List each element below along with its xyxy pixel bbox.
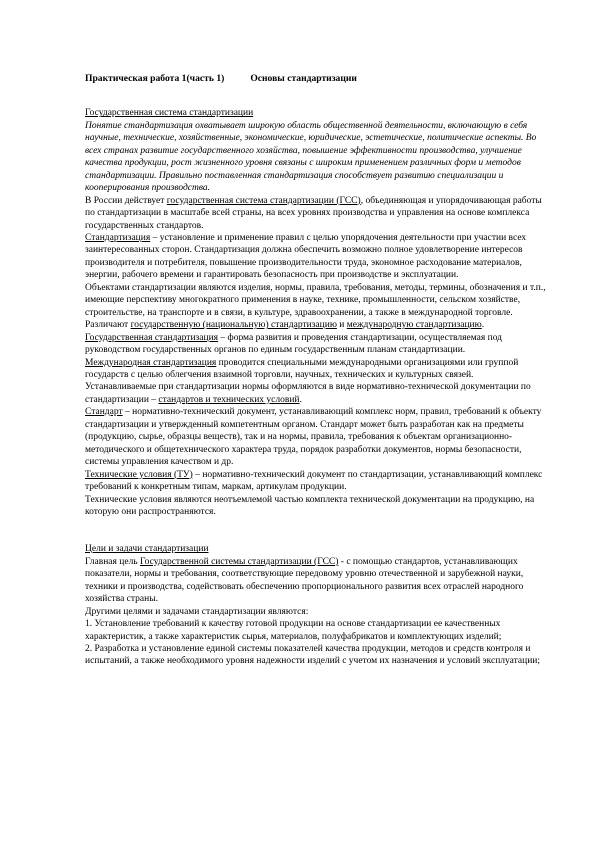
paragraph-standardization-definition (85, 232, 550, 282)
paragraph-norms (85, 381, 550, 406)
list-item-1: 1. Установление требований к качеству готовой продукции на основе стандартизации ее качественных характеристик, а также характеристик сырья, материалов, полуфабрикатов и комплектующих изделий; (85, 619, 502, 642)
paragraph-objects: Объектами стандартизации являются изделия, нормы, правила, требования, методы, термины, обозначения и т.п., имеющие перспективу многократного применения в науке, технике, промышленности, сельском хозяйстве, строительстве, на транспорте и в связи, в культуре, здравоохранении, а также в международной торговле. (85, 282, 546, 318)
term-international: Международная стандартизация (85, 357, 217, 368)
paragraph-main-goal (85, 556, 550, 606)
text: – нормативно-технический документ, устанавливающий комплекс норм, правил, требований к объекту стандартизации и утвержденный компетентным органом. Стандарт может быть разработан как на предметы (продукцию, сырье, образцы веществ), так и на нормы, правила, требования к объектам организационно-методического и общетехнического характера труда, порядок разработки документов, нормы безопасности, системы управления качеством и др. (85, 407, 542, 468)
text: Главная цель (85, 556, 141, 567)
text: , объединяющая и упорядочивающая работы по стандартизации в масштабе всей страны, на всех уровнях производства и управления на основе комплекса государственных стандартов. (85, 195, 542, 231)
paragraph-technical-conditions-2: Технические условия являются неотъемлемой частью комплекта технической документации на продукцию, на которую они распространяются. (85, 494, 535, 517)
paragraph-state-standardization (85, 332, 550, 357)
term-standards-and-specs: стандартов и технических условий (158, 394, 300, 405)
term-state-standardization: Государственная стандартизация (85, 332, 219, 343)
term-gss: государственная система стандартизации (ГСС) (166, 195, 361, 206)
term-standardization: Стандартизация (85, 232, 151, 243)
intro-paragraph: Понятие стандартизация охватывает широкую область общественной деятельности, включающую в себя научные, технические, хозяйственные, экономические, юридические, эстетические, политические аспекты. Во всех странах развитие государственного хозяйства, повышение эффективности производства, улучшение качества продукции, рост жизненного уровня связаны с широким применением различных форм и методов стандартизации. Правильно поставленная стандартизация способствует развитию специализации и кооперирования производства. (85, 120, 537, 194)
term-international-standardization: международную стандартизацию (346, 320, 482, 331)
paragraph-technical-conditions (85, 469, 550, 494)
section-gap (85, 518, 550, 543)
paragraph-distinguish (85, 319, 550, 331)
text: – установление и применение правил с целью упорядочения деятельности при участии всех заинтересованных сторон. Стандартизация должна обеспечить возможно полное удовлетворение интересов производителя и потребителя, повышение производительности труда, экономное расходование материалов, энергии, рабочего времени и гарантировать безопасность при производстве и эксплуатации. (85, 232, 527, 281)
section-heading-gss: Государственная система стандартизации (85, 108, 254, 119)
term-standard: Стандарт (85, 407, 123, 418)
paragraph-standard (85, 406, 550, 468)
paragraph-gss (85, 195, 550, 232)
title-left: Практическая работа 1(часть 1) (85, 73, 225, 84)
section-heading-goals: Цели и задачи стандартизации (85, 544, 209, 555)
text: В России действует (85, 195, 167, 206)
text: Различают (85, 320, 131, 331)
title-right: Основы стандартизации (250, 73, 357, 84)
text: и (336, 320, 347, 331)
text: – нормативно-технический документ по стандартизации, устанавливающий комплекс требований к конкретным типам, маркам, артикулам продукции. (85, 469, 543, 493)
term-technical-conditions: Технические условия (ТУ) (85, 469, 193, 480)
text: Устанавливаемые при стандартизации нормы оформляются в виде нормативно-технической документации по стандартизации – (85, 382, 531, 405)
term-national-standardization: государственную (национальную) стандартизацию (130, 320, 337, 331)
paragraph-other-goals: Другими целями и задачами стандартизации являются: (85, 606, 309, 617)
text: проводится специальными международными организациями или группой государств с целью облегчения взаимной торговли, научных, технических и культурных связей. (85, 357, 519, 380)
text: . (299, 394, 302, 405)
page-title (85, 73, 550, 85)
text: - с помощью стандартов, устанавливающих показатели, нормы и требования, соответствующие передовому уровню отечественной и зарубежной науки, техники и производства, содействовать обеспечению пропорционального развития всех отраслей народного хозяйства страны. (85, 556, 524, 605)
list-item-2: 2. Разработка и установление единой системы показателей качества продукции, методов и средств контроля и испытаний, а также необходимого уровня надежности изделий с учетом их назначения и условий эксплуатации; (85, 644, 541, 667)
term-gss-2: Государственной системы стандартизации (ГСС) (140, 556, 339, 567)
paragraph-international-standardization (85, 357, 550, 382)
text: – форма развития и проведения стандартизации, осуществляемая под руководством государственных органов по единым государственным планам стандартизации. (85, 332, 503, 356)
text: . (481, 320, 485, 331)
